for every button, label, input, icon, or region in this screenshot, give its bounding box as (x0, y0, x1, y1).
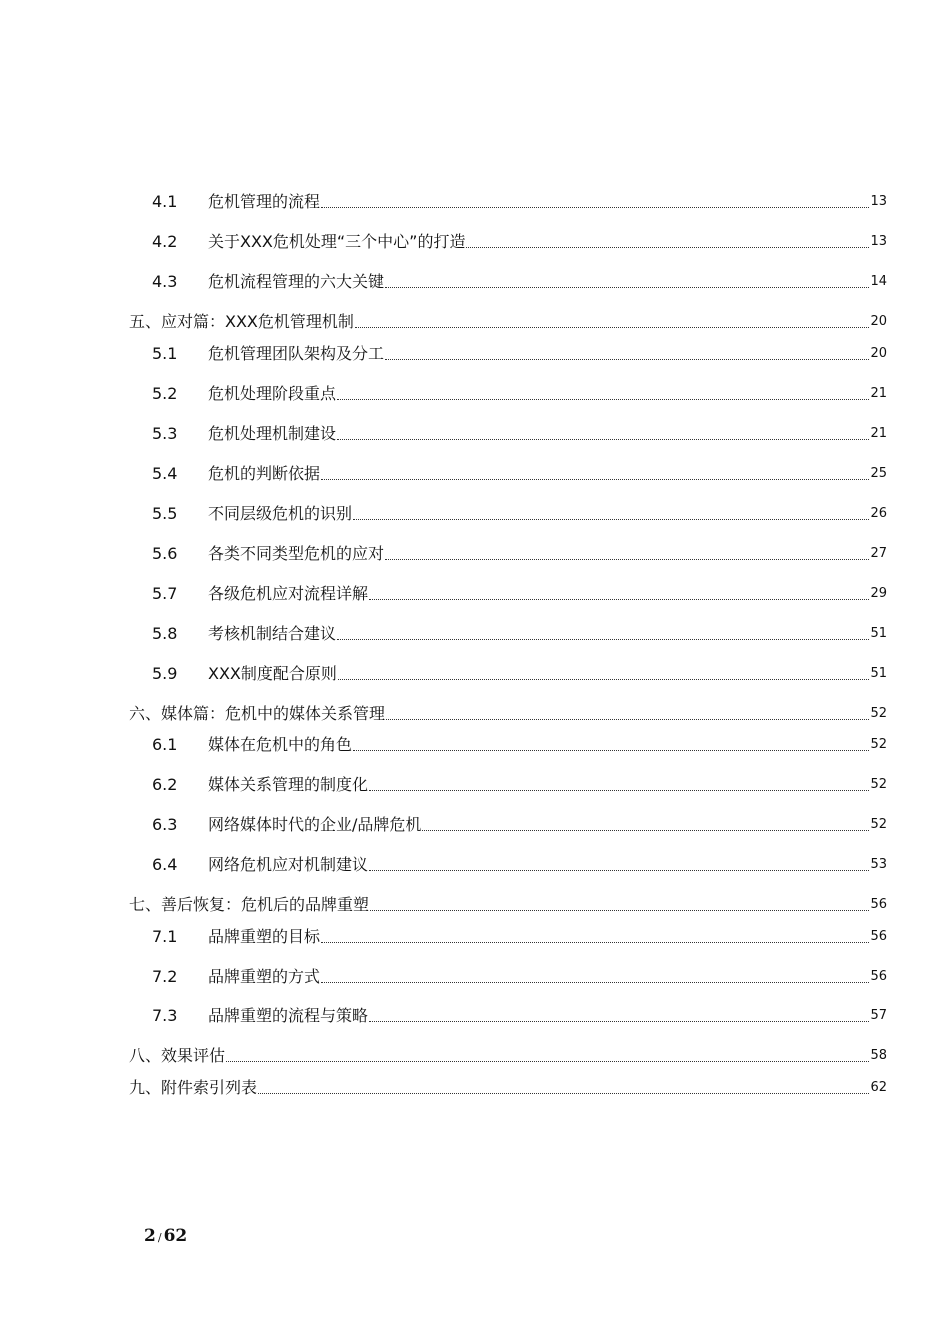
toc-entry-title: XXX制度配合原则 (208, 664, 337, 683)
toc-entry-page: 25 (870, 466, 887, 481)
page-number-footer (144, 1226, 187, 1246)
page-separator: / (157, 1231, 162, 1244)
toc-entry-5-3[interactable] (152, 420, 887, 444)
toc-dot-leader (370, 910, 869, 911)
toc-dot-leader (337, 439, 869, 440)
toc-entry-page: 51 (870, 626, 887, 641)
toc-entry-title: 各级危机应对流程详解 (208, 584, 369, 603)
toc-dot-leader (355, 327, 870, 328)
toc-dot-leader (422, 830, 869, 831)
toc-entry-number: 6.4 (152, 855, 178, 874)
toc-entry-number: 5.8 (152, 624, 178, 643)
toc-dot-leader (385, 559, 869, 560)
toc-entry-5-6[interactable] (152, 540, 887, 564)
toc-entry-title: 媒体关系管理的制度化 (208, 775, 369, 794)
toc-chapter-5[interactable] (129, 308, 887, 332)
toc-entry-5-9[interactable] (152, 660, 887, 684)
toc-entry-title: 危机的判断依据 (208, 464, 321, 483)
toc-entry-number: 5.7 (152, 584, 178, 603)
total-page-count: 62 (163, 1226, 188, 1246)
toc-entry-number: 7.3 (152, 1006, 178, 1025)
toc-entry-page: 21 (870, 426, 887, 441)
toc-entry-5-4[interactable] (152, 460, 887, 484)
toc-dot-leader (321, 207, 869, 208)
toc-entry-number: 4.1 (152, 192, 178, 211)
toc-entry-7-3[interactable] (152, 1002, 887, 1026)
toc-entry-page: 56 (870, 929, 887, 944)
toc-entry-5-1[interactable] (152, 340, 887, 364)
toc-entry-title: 品牌重塑的流程与策略 (208, 1006, 369, 1025)
toc-entry-6-2[interactable] (152, 771, 887, 795)
toc-entry-title: 媒体在危机中的角色 (208, 735, 353, 754)
toc-entry-page: 20 (870, 346, 887, 361)
toc-entry-5-8[interactable] (152, 620, 887, 644)
toc-entry-title: 网络危机应对机制建议 (208, 855, 369, 874)
toc-dot-leader (337, 399, 869, 400)
toc-entry-page: 53 (870, 857, 887, 872)
toc-entry-number: 5.1 (152, 344, 178, 363)
toc-chapter-title: 九、附件索引列表 (129, 1078, 258, 1097)
toc-chapter-6[interactable] (129, 700, 887, 724)
toc-entry-title: 品牌重塑的方式 (208, 967, 321, 986)
toc-dot-leader (385, 287, 869, 288)
toc-entry-number: 6.1 (152, 735, 178, 754)
toc-dot-leader (466, 247, 869, 248)
toc-entry-number: 5.5 (152, 504, 178, 523)
toc-dot-leader (369, 1021, 869, 1022)
toc-entry-title: 危机流程管理的六大关键 (208, 272, 385, 291)
toc-entry-title: 各类不同类型危机的应对 (208, 544, 385, 563)
toc-chapter-title: 八、效果评估 (129, 1046, 226, 1065)
toc-entry-title: 危机处理阶段重点 (208, 384, 337, 403)
toc-entry-page: 56 (870, 897, 887, 912)
toc-dot-leader (258, 1093, 869, 1094)
toc-entry-page: 51 (870, 666, 887, 681)
toc-entry-number: 5.3 (152, 424, 178, 443)
toc-entry-page: 52 (870, 706, 887, 721)
toc-entry-6-1[interactable] (152, 731, 887, 755)
toc-entry-title: 危机处理机制建设 (208, 424, 337, 443)
toc-entry-4-3[interactable] (152, 268, 887, 292)
toc-dot-leader (337, 639, 869, 640)
toc-entry-number: 5.2 (152, 384, 178, 403)
toc-entry-page: 52 (870, 777, 887, 792)
toc-entry-page: 52 (870, 817, 887, 832)
toc-chapter-title: 五、应对篇：XXX危机管理机制 (129, 312, 354, 331)
toc-entry-title: 危机管理团队架构及分工 (208, 344, 385, 363)
toc-dot-leader (386, 719, 869, 720)
toc-entry-5-2[interactable] (152, 380, 887, 404)
toc-entry-5-5[interactable] (152, 500, 887, 524)
toc-entry-title: 危机管理的流程 (208, 192, 321, 211)
toc-entry-number: 7.1 (152, 927, 178, 946)
toc-entry-number: 6.3 (152, 815, 178, 834)
toc-entry-page: 26 (870, 506, 887, 521)
toc-dot-leader (321, 982, 869, 983)
toc-entry-page: 27 (870, 546, 887, 561)
toc-entry-4-1[interactable] (152, 188, 887, 212)
toc-dot-leader (321, 942, 869, 943)
toc-entry-title: 不同层级危机的识别 (208, 504, 353, 523)
toc-entry-page: 13 (870, 234, 887, 249)
toc-dot-leader (226, 1061, 869, 1062)
toc-entry-title: 品牌重塑的目标 (208, 927, 321, 946)
toc-chapter-7[interactable] (129, 891, 887, 915)
toc-dot-leader (338, 679, 870, 680)
toc-entry-number: 5.6 (152, 544, 178, 563)
toc-entry-number: 5.4 (152, 464, 178, 483)
toc-entry-title: 考核机制结合建议 (208, 624, 337, 643)
toc-dot-leader (321, 479, 869, 480)
toc-entry-page: 58 (870, 1048, 887, 1063)
toc-chapter-9[interactable] (129, 1074, 887, 1098)
current-page-number: 2 (144, 1226, 156, 1246)
toc-entry-page: 29 (870, 586, 887, 601)
toc-entry-page: 21 (870, 386, 887, 401)
toc-entry-4-2[interactable] (152, 228, 887, 252)
toc-chapter-title: 六、媒体篇：危机中的媒体关系管理 (129, 704, 386, 723)
toc-entry-page: 13 (870, 194, 887, 209)
toc-dot-leader (369, 790, 869, 791)
toc-entry-number: 4.2 (152, 232, 178, 251)
toc-entry-page: 56 (870, 969, 887, 984)
toc-entry-page: 52 (870, 737, 887, 752)
toc-chapter-title: 七、善后恢复：危机后的品牌重塑 (129, 895, 370, 914)
toc-entry-page: 57 (870, 1008, 887, 1023)
toc-dot-leader (369, 870, 869, 871)
toc-entry-page: 14 (870, 274, 887, 289)
toc-entry-number: 6.2 (152, 775, 178, 794)
toc-entry-page: 20 (870, 314, 887, 329)
toc-entry-6-4[interactable] (152, 851, 887, 875)
toc-chapter-8[interactable] (129, 1042, 887, 1066)
toc-dot-leader (369, 599, 869, 600)
toc-entry-number: 4.3 (152, 272, 178, 291)
toc-entry-number: 7.2 (152, 967, 178, 986)
toc-entry-title: 关于XXX危机处理“三个中心”的打造 (208, 232, 466, 251)
toc-entry-number: 5.9 (152, 664, 178, 683)
toc-entry-5-7[interactable] (152, 580, 887, 604)
toc-entry-6-3[interactable] (152, 811, 887, 835)
toc-dot-leader (385, 359, 869, 360)
toc-entry-7-2[interactable] (152, 963, 887, 987)
toc-dot-leader (353, 750, 869, 751)
toc-entry-7-1[interactable] (152, 923, 887, 947)
toc-dot-leader (353, 519, 869, 520)
toc-entry-title: 网络媒体时代的企业/品牌危机 (208, 815, 422, 834)
toc-entry-page: 62 (870, 1080, 887, 1095)
